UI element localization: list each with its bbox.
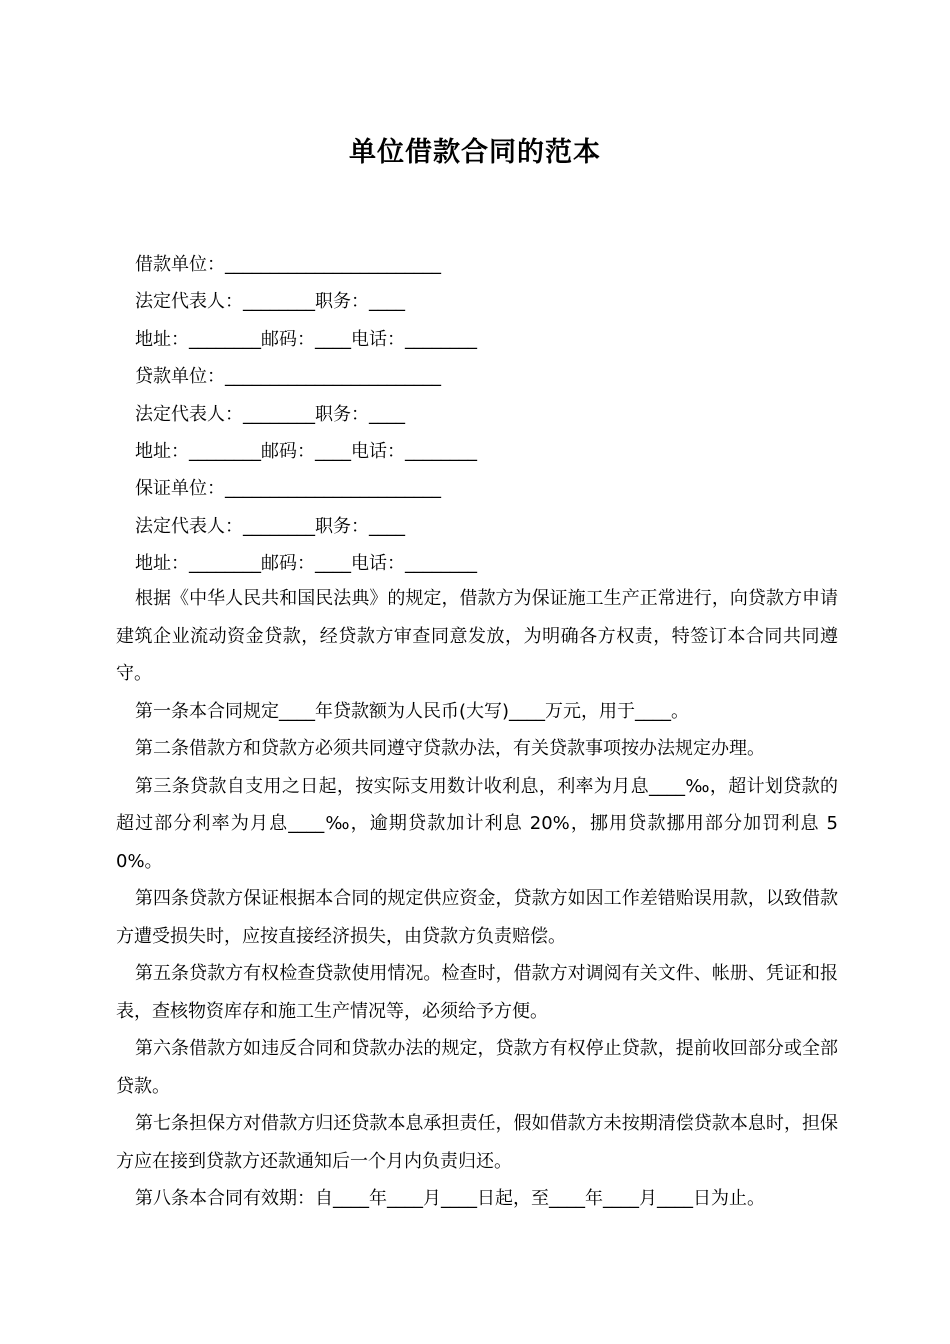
article-2-paragraph: 第二条借款方和贷款方必须共同遵守贷款办法，有关贷款事项按办法规定办理。 bbox=[135, 738, 765, 759]
borrower-address-line: 地址：________邮码：____电话：________ bbox=[135, 328, 477, 350]
article-1-paragraph: 第一条本合同规定____年贷款额为人民币(大写)____万元，用于____。 bbox=[135, 700, 690, 722]
contract-body bbox=[116, 580, 838, 1218]
lender-representative-line: 法定代表人：________职务：____ bbox=[135, 403, 405, 425]
lender-address-line: 地址：________邮码：____电话：________ bbox=[135, 440, 477, 462]
lender-unit-line: 贷款单位：________________________ bbox=[135, 366, 441, 388]
article-7-paragraph: 第七条担保方对借款方归还贷款本息承担责任，假如借款方未按期清偿贷款本息时，担保方应在接到贷款方还款通知后一个月内负责归还。 bbox=[116, 1113, 838, 1172]
borrower-unit-line: 借款单位：________________________ bbox=[135, 254, 441, 275]
preamble-paragraph: 根据《中华人民共和国民法典》的规定，借款方为保证施工生产正常进行，向贷款方申请建筑企业流动资金贷款，经贷款方审查同意发放，为明确各方权责，特签订本合同共同遵守。 bbox=[116, 588, 838, 684]
party-info-list bbox=[135, 246, 855, 583]
guarantor-representative-line: 法定代表人：________职务：____ bbox=[135, 515, 405, 537]
borrower-representative-line: 法定代表人：________职务：____ bbox=[135, 291, 405, 313]
guarantor-unit-line: 保证单位：________________________ bbox=[135, 478, 441, 500]
article-8-paragraph: 第八条本合同有效期：自____年____月____日起，至____年____月____日为止。 bbox=[135, 1188, 765, 1209]
article-5-paragraph: 第五条贷款方有权检查贷款使用情况。检查时，借款方对调阅有关文件、帐册、凭证和报表，查核物资库存和施工生产情况等，必须给予方便。 bbox=[116, 963, 838, 1022]
guarantor-address-line: 地址：________邮码：____电话：________ bbox=[135, 553, 477, 575]
article-6-paragraph: 第六条借款方如违反合同和贷款办法的规定，贷款方有权停止贷款，提前收回部分或全部贷款。 bbox=[116, 1038, 838, 1097]
article-3-paragraph: 第三条贷款自支用之日起，按实际支用数计收利息，利率为月息____‰，超计划贷款的超过部分利率为月息____‰，逾期贷款加计利息 20%，挪用贷款挪用部分加罚利息 50%。 bbox=[116, 775, 838, 872]
document-title: 单位借款合同的范本 bbox=[349, 137, 601, 168]
article-4-paragraph: 第四条贷款方保证根据本合同的规定供应资金，贷款方如因工作差错贻误用款，以致借款方遭受损失时，应按直接经济损失，由贷款方负责赔偿。 bbox=[116, 888, 838, 947]
